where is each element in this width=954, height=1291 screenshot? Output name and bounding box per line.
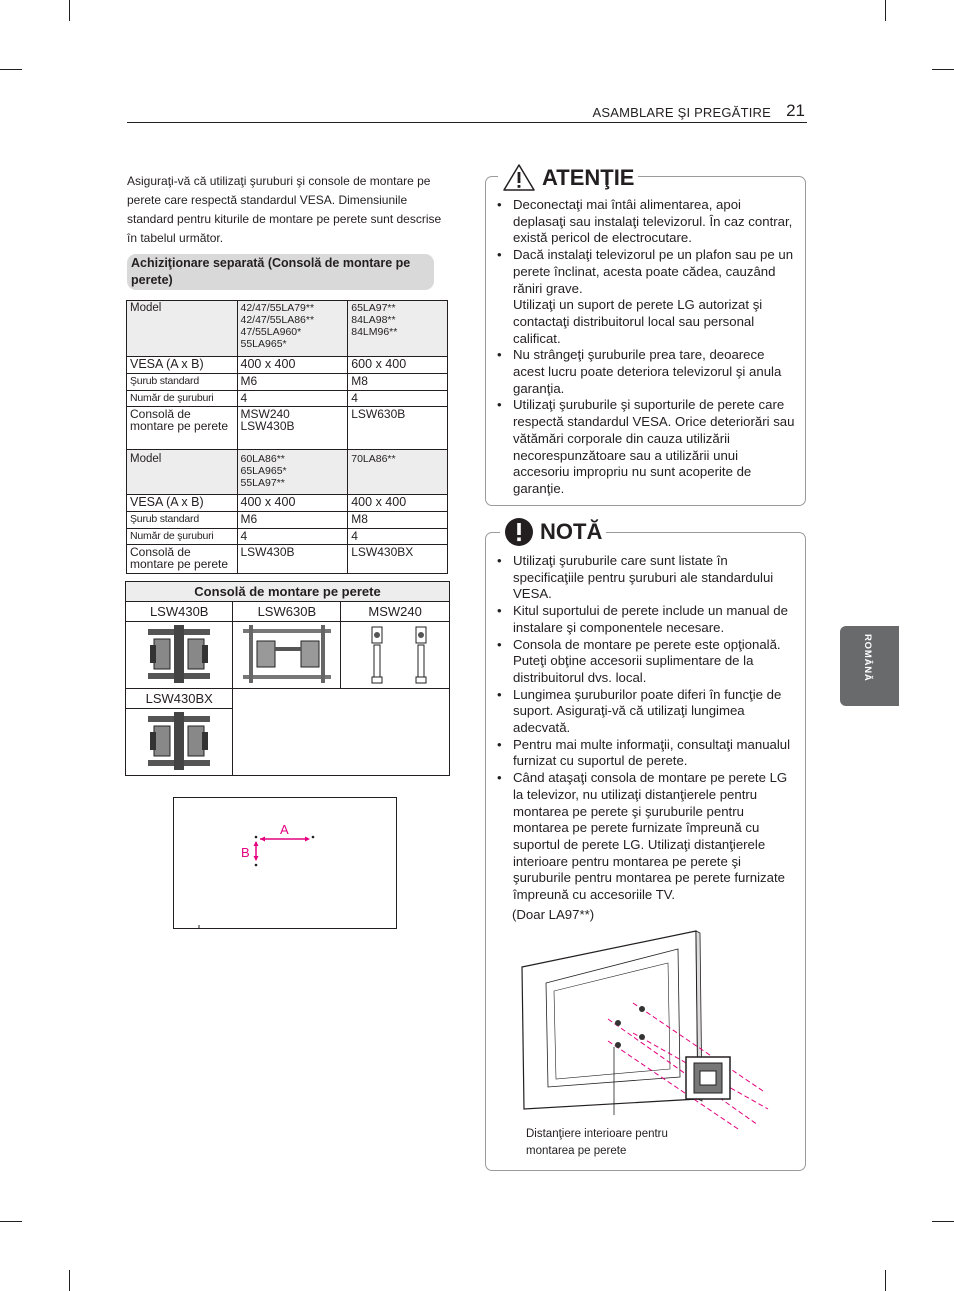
bracket-image-lsw430b — [126, 622, 233, 689]
vesa-spec-table — [126, 300, 448, 574]
table-row — [127, 529, 448, 545]
model-value: 47/55LA960* — [240, 326, 302, 338]
caution-title: ATENŢIE — [542, 164, 635, 190]
model-value: 55LA965* — [240, 338, 287, 350]
model-label: Model — [127, 301, 238, 357]
table-row — [127, 374, 448, 391]
bracket-name: LSW430B — [126, 602, 233, 622]
table-row — [127, 301, 448, 357]
table-cell: 4 — [348, 391, 448, 407]
model-value: 84LM96** — [351, 326, 398, 338]
crop-mark — [0, 69, 22, 70]
screw-label: Şurub standard — [127, 374, 238, 391]
crop-mark — [932, 69, 954, 70]
spacer-installation-illustration — [518, 929, 778, 1139]
model-list — [348, 301, 448, 357]
spacer-caption: Distanţiere interioare pentru montarea pe perete — [526, 1128, 668, 1157]
bracket-value: LSW430B — [240, 419, 295, 433]
table-row — [127, 512, 448, 529]
table-cell — [237, 407, 348, 450]
table-cell: 400 x 400 — [348, 495, 448, 512]
note-title: NOTĂ — [540, 519, 603, 544]
model-value: 55LA97** — [240, 477, 285, 489]
language-side-tab — [840, 626, 899, 706]
crop-mark — [932, 1221, 954, 1222]
table-cell: LSW430BX — [348, 545, 448, 574]
model-value: 65LA965* — [240, 465, 287, 477]
bracket-label: Consolă de montare pe perete — [127, 407, 238, 450]
table-cell: M6 — [237, 374, 348, 391]
table-row — [126, 689, 450, 709]
model-value: 42/47/55LA86** — [240, 314, 315, 326]
list-item: • Pentru mai multe informaţii, consultaţi manualul furnizat cu suportul de perete. — [486, 737, 798, 770]
page-number: 21 — [786, 101, 805, 120]
caution-box — [485, 164, 806, 506]
vesa-label: VESA (A x B) — [127, 357, 238, 374]
model-note: (Doar LA97**) — [512, 907, 595, 922]
table-row — [127, 391, 448, 407]
bracket-image-table — [125, 581, 450, 776]
exclamation-circle-icon — [504, 517, 534, 547]
table-cell: 4 — [237, 391, 348, 407]
list-item: • Utilizaţi şuruburile care sunt listate în specificaţiile pentru şuruburi ale standardului VESA. — [486, 553, 798, 603]
table-cell: 400 x 400 — [237, 495, 348, 512]
wall-bracket-illustration — [239, 623, 335, 685]
vesa-dimension-diagram — [173, 797, 397, 929]
list-item-text: Utilizaţi un suport de perete LG autorizat şi contactaţi distribuitorul local sau personal calificat. — [513, 297, 763, 346]
table-cell: 4 — [237, 529, 348, 545]
bracket-image-lsw630b — [233, 622, 341, 689]
model-label: Model — [127, 450, 238, 495]
table-cell: 600 x 400 — [348, 357, 448, 374]
bracket-value: MSW240 — [240, 407, 290, 421]
note-list — [486, 553, 798, 904]
bracket-table-title: Consolă de montare pe perete — [126, 582, 450, 602]
vesa-label: VESA (A x B) — [127, 495, 238, 512]
list-item: • Dacă instalaţi televizorul pe un plafon sau pe un perete înclinat, acesta poate cădea, cauzând răniri grave. — [486, 247, 796, 297]
page-header — [127, 100, 807, 123]
wall-bracket-illustration — [144, 710, 214, 772]
table-cell: LSW430B — [237, 545, 348, 574]
model-list — [237, 450, 348, 495]
table-row — [127, 545, 448, 574]
table-row — [126, 582, 450, 602]
bracket-image-lsw430bx — [126, 709, 233, 776]
table-cell: LSW630B — [348, 407, 448, 450]
model-value: 42/47/55LA79** — [240, 302, 315, 314]
list-item: • Deconectaţi mai întâi alimentarea, apoi deplasaţi sau instalaţi televizorul. În caz contrar, există pericol de electrocutare. — [486, 197, 796, 247]
intro-paragraph: Asiguraţi-vă că utilizaţi şuruburi şi console de montare pe perete care respectă standardul VESA. Dimensiunile standard pentru kiturile de montare pe perete sunt descrise în tabelul următor. — [127, 174, 442, 245]
model-value: 60LA86** — [240, 453, 285, 465]
wall-bracket-illustration — [144, 623, 214, 685]
wall-bracket-illustration — [350, 623, 440, 685]
crop-mark — [0, 1221, 22, 1222]
crop-mark — [69, 1270, 70, 1291]
bracket-name: LSW430BX — [126, 689, 233, 709]
model-value: 84LA98** — [351, 314, 396, 326]
crop-mark — [885, 1270, 886, 1291]
list-item: • Consola de montare pe perete este opţională. Puteţi obţine accesorii suplimentare de la distribuitorul dvs. local. — [486, 637, 798, 687]
caution-heading — [498, 163, 638, 192]
section-title: ASAMBLARE ŞI PREGĂTIRE — [592, 105, 771, 120]
bracket-name: MSW240 — [341, 602, 450, 622]
crop-mark — [69, 0, 70, 21]
list-item: • Lungimea şuruburilor poate diferi în funcţie de suport. Asiguraţi-vă că utilizaţi lungimea adecvată. — [486, 687, 798, 737]
table-row — [126, 622, 450, 689]
separate-purchase-label: Achiziţionare separată (Consolă de montare pe perete) — [127, 254, 434, 290]
table-cell: M8 — [348, 512, 448, 529]
list-item: • Kitul suportului de perete include un manual de instalare şi componentele necesare. — [486, 603, 798, 636]
table-row — [127, 495, 448, 512]
table-cell: 400 x 400 — [237, 357, 348, 374]
language-label: ROMÂNĂ — [862, 634, 873, 682]
caution-list — [486, 197, 796, 498]
table-cell: 4 — [348, 529, 448, 545]
bracket-name: LSW630B — [233, 602, 341, 622]
dimension-b-label: B — [241, 845, 250, 860]
note-box — [485, 519, 806, 1171]
screw-count-label: Număr de şuruburi — [127, 529, 238, 545]
table-cell: M8 — [348, 374, 448, 391]
dimension-a-label: A — [280, 822, 289, 837]
vesa-arrows — [174, 798, 396, 928]
note-heading — [500, 517, 606, 547]
list-item: • Când ataşaţi consola de montare pe perete LG la televizor, nu utilizaţi distanţierele pentru montarea pe perete şi şuruburile pentru montarea pe perete furnizate împreună cu suportul de perete LG. Utilizaţi distanţierele interioare pentru montarea pe perete şi şuruburile pentru montarea pe perete furnizate împreună cu accesoriile TV. — [486, 770, 798, 904]
table-row — [127, 357, 448, 374]
crop-mark — [885, 0, 886, 21]
screw-label: Şurub standard — [127, 512, 238, 529]
table-row — [127, 450, 448, 495]
table-cell: M6 — [237, 512, 348, 529]
bracket-image-msw240 — [341, 622, 450, 689]
model-list — [237, 301, 348, 357]
empty-cell — [233, 689, 450, 776]
list-item: • Utilizaţi şuruburile şi suporturile de perete care respectă standardul VESA. Orice deteriorări sau vătămări corporale din cauza utilizării necorespunzătoare sau a utilizării unui accesoriu impropriu nu sunt acoperite de garanţie. — [486, 397, 796, 497]
list-item — [486, 297, 796, 347]
warning-triangle-icon — [502, 163, 536, 192]
bracket-label: Consolă de montare pe perete — [127, 545, 238, 574]
table-row — [127, 407, 448, 450]
screw-count-label: Număr de şuruburi — [127, 391, 238, 407]
table-row — [126, 602, 450, 622]
list-item: • Nu strângeţi şuruburile prea tare, deoarece acest lucru poate deteriora televizorul şi anula garanţia. — [486, 347, 796, 397]
model-value: 70LA86** — [348, 450, 448, 495]
model-value: 65LA97** — [351, 302, 396, 314]
